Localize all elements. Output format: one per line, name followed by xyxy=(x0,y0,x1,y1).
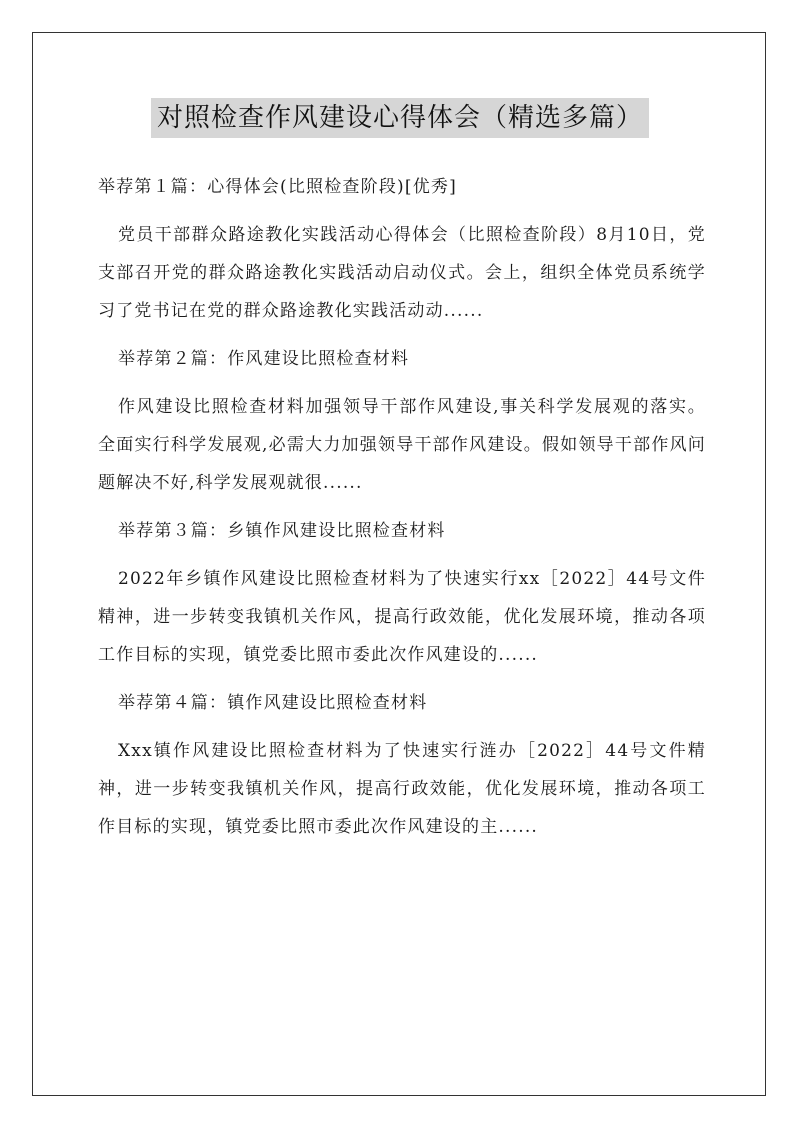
section-3-heading: 举荐第３篇：乡镇作风建设比照检查材料 xyxy=(118,521,446,541)
section-1-body: 党员干部群众路途教化实践活动心得体会（比照检查阶段）8月10日，党支部召开党的群众路途教化实践活动启动仪式。会上，组织全体党员系统学习了党书记在党的群众路途教化实践活动动...... xyxy=(98,225,706,321)
title-container xyxy=(0,98,800,138)
section-4-heading: 举荐第４篇：镇作风建设比照检查材料 xyxy=(118,693,428,713)
document-body xyxy=(98,168,706,856)
section-2-heading: 举荐第２篇：作风建设比照检查材料 xyxy=(118,349,410,369)
section-3-body: 2022年乡镇作风建设比照检查材料为了快速实行xx［2022］44号文件精神，进一步转变我镇机关作风，提高行政效能，优化发展环境，推动各项工作目标的实现，镇党委比照市委此次作风建设的...... xyxy=(98,569,706,665)
document-title: 对照检查作风建设心得体会（精选多篇） xyxy=(151,98,649,138)
section-4-body: Xxx镇作风建设比照检查材料为了快速实行涟办［2022］44号文件精神，进一步转变我镇机关作风，提高行政效能，优化发展环境，推动各项工作目标的实现，镇党委比照市委此次作风建设的主...... xyxy=(98,741,706,837)
section-2-body: 作风建设比照检查材料加强领导干部作风建设,事关科学发展观的落实。全面实行科学发展观,必需大力加强领导干部作风建设。假如领导干部作风问题解决不好,科学发展观就很...... xyxy=(98,397,706,493)
section-1-heading: 举荐第１篇：心得体会(比照检查阶段)[优秀] xyxy=(98,177,457,197)
